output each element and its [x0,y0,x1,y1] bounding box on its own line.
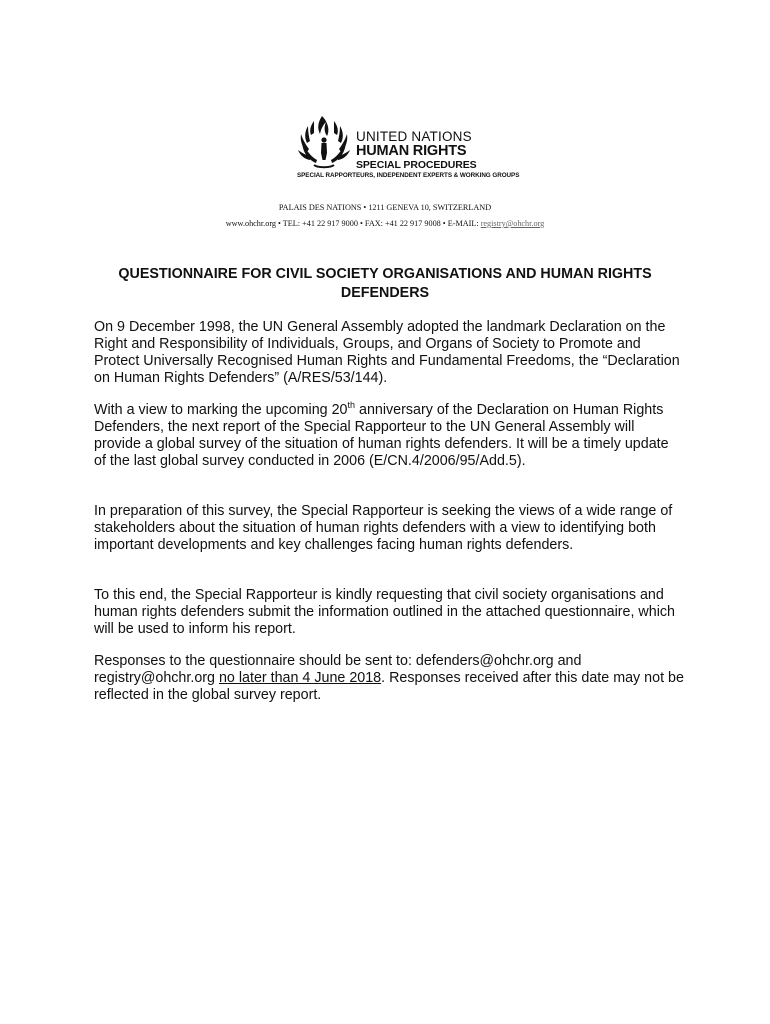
logo-tagline: SPECIAL RAPPORTEURS, INDEPENDENT EXPERTS & WORKING GROUPS [297,172,520,179]
paragraph-responses-end: . Responses received after this date may not be reflected in the global survey report. [94,669,684,703]
logo-special-procedures-text: SPECIAL PROCEDURES [356,159,477,171]
un-emblem-icon [296,113,352,171]
paragraph-request: To this end, the Special Rapporteur is kindly requesting that civil society organisations and human rights defenders submit the information outlined in the attached questionnaire, which will be used to inform his report. [94,587,675,637]
paragraph-anniversary-end: anniversary of the Declaration on Human Rights Defenders, the next report of the Special Rapporteur to the UN General Assembly will provide a global survey of the situation of human rights defenders. It will be a timely update of the last global survey conducted in 2006 (E/CN.4/2006/95/Add.5). [94,402,669,469]
contact-details: www.ohchr.org • TEL: +41 22 917 9000 • FAX: +41 22 917 9008 • E-MAIL: [225,219,481,228]
paragraph-responses-start: Responses to the questionnaire should be sent to: defenders@ohchr.org and registry@ohchr.org [94,653,582,686]
ordinal-suffix: th [347,400,356,410]
paragraph-responses [94,653,684,704]
paragraph-anniversary [94,402,684,470]
paragraph-anniversary-start: With a view to marking the upcoming 20 [94,402,348,418]
logo-united-nations-text: UNITED NATIONS [356,129,472,144]
deadline-text: no later than 4 June 2018 [218,669,382,686]
registry-email-link[interactable]: registry@ohchr.org [480,219,545,228]
paragraph-declaration: On 9 December 1998, the UN General Assembly adopted the landmark Declaration on the Right and Responsibility of Individuals, Groups, and Organs of Society to Promote and Protect Universally Recognised Human Rights and Fundamental Freedoms, the “Declaration on Human Rights Defenders” (A/RES/53/144). [94,319,680,386]
contact-line [0,220,770,228]
logo-human-rights-text: HUMAN RIGHTS [356,143,467,159]
un-human-rights-logo [296,113,520,183]
paragraph-preparation: In preparation of this survey, the Special Rapporteur is seeking the views of a wide range of stakeholders about the situation of human rights defenders with a view to identifying both important developments and key challenges facing human rights defenders. [94,503,673,553]
postal-address: PALAIS DES NATIONS • 1211 GENEVA 10, SWITZERLAND [278,203,492,212]
document-title: QUESTIONNAIRE FOR CIVIL SOCIETY ORGANISATIONS AND HUMAN RIGHTS DEFENDERS [118,266,652,301]
